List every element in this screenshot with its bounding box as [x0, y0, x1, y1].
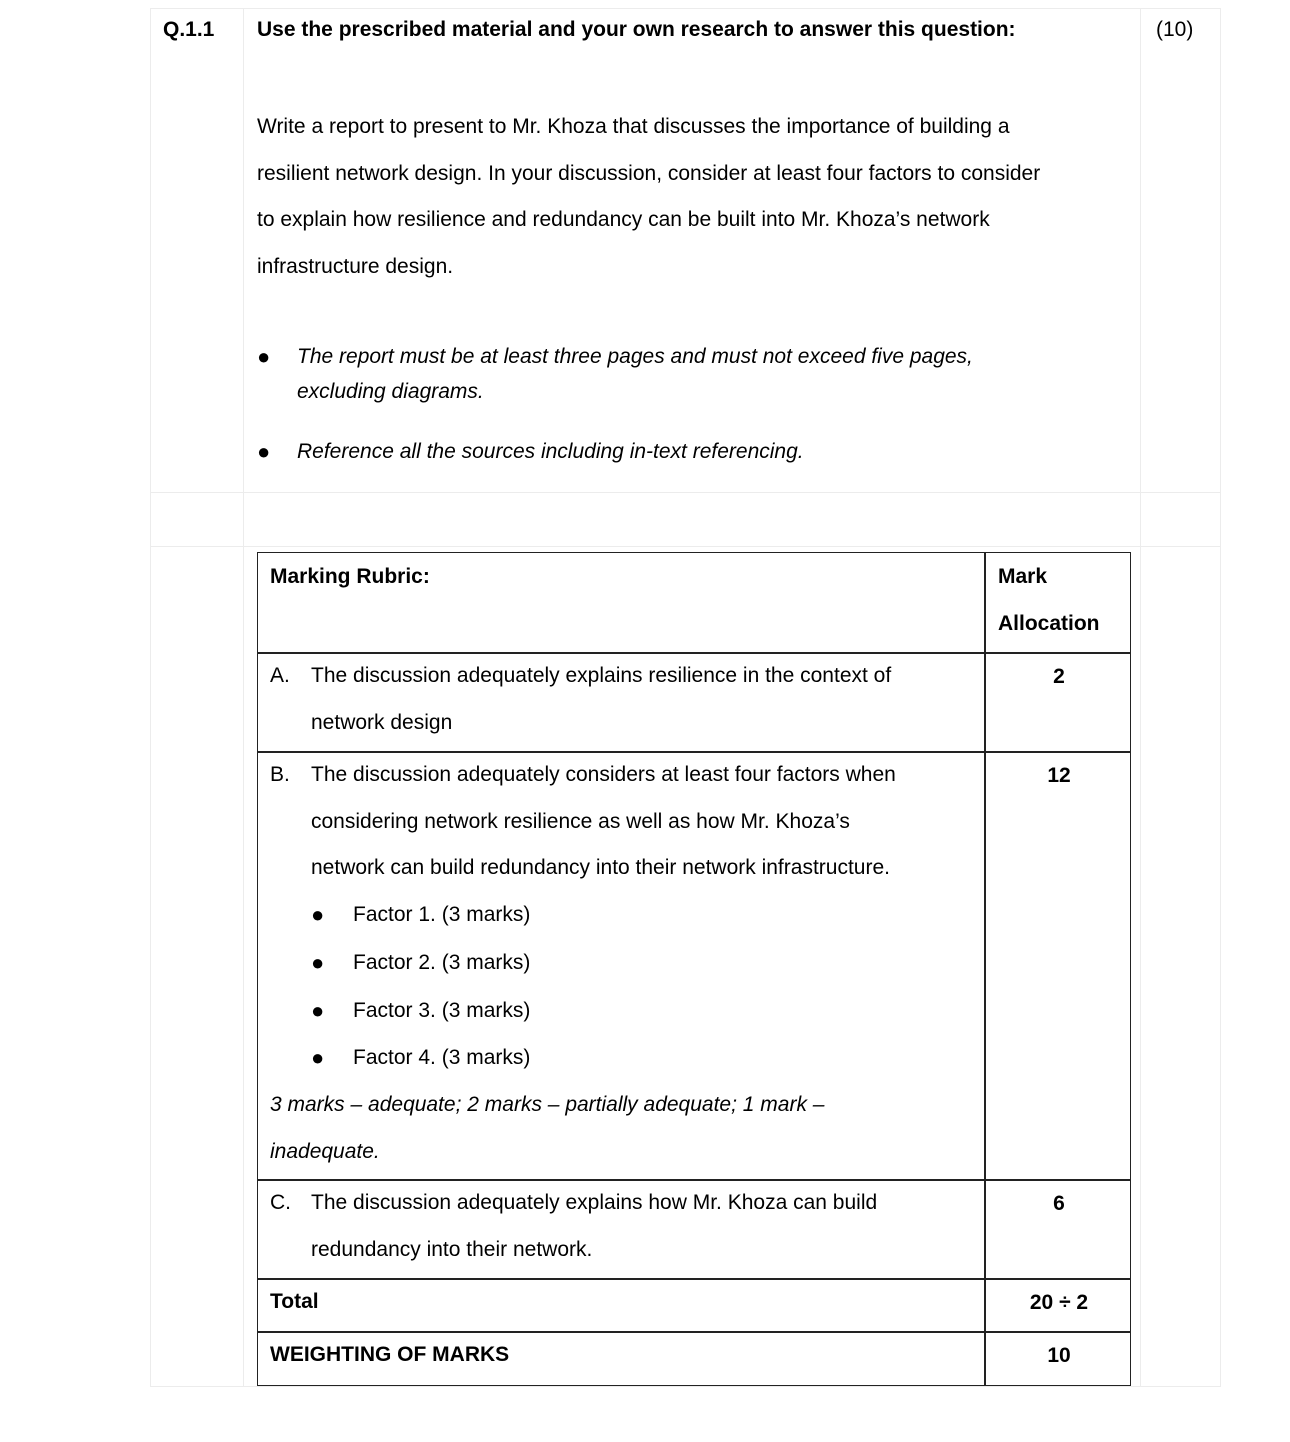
bullet-dot-icon: ●: [311, 1045, 325, 1070]
instruction-bullet: [257, 339, 1077, 409]
question-title: Use the prescribed material and your own research to answer this question:: [257, 18, 1016, 41]
rubric-row-c-text: The discussion adequately explains how Mr. Khoza can build redundancy into their network.: [311, 1191, 878, 1261]
rubric-total-value: 20 ÷ 2: [1029, 1291, 1089, 1314]
bullet-dot-icon: ●: [311, 998, 325, 1023]
row-divider: [258, 1278, 1130, 1280]
question-marks: (10): [1156, 18, 1194, 41]
rubric-row-b-mark: 12: [1047, 764, 1071, 787]
grid-line: [243, 8, 244, 1387]
grid-line: [150, 8, 1221, 9]
rubric-weighting-label: WEIGHTING OF MARKS: [270, 1343, 510, 1366]
rubric-header-mark: Mark Allocation: [998, 565, 1100, 635]
bullet-dot-icon: ●: [257, 439, 271, 464]
rubric-total-label: Total: [270, 1290, 319, 1313]
grid-line: [1220, 8, 1221, 1387]
paragraph-line: resilient network design. In your discussion, consider at least four factors to consider: [257, 161, 1041, 185]
rubric-row-a-text: The discussion adequately explains resilience in the context of network design: [311, 664, 892, 734]
instruction-text: Reference all the sources including in-text referencing.: [297, 440, 804, 463]
bullet-dot-icon: ●: [311, 902, 325, 927]
grid-line: [150, 8, 151, 1387]
rubric-row-c-mark: 6: [1053, 1192, 1065, 1215]
marking-rubric-table: Marking Rubric: Mark Allocation A. The discussion adequately explains resilience in the context of network design 2 B. The discussion adequately considers at least four factors when considering network resilience as well as how Mr. Khoza’s network can build redundancy into their network infrastructure. ● Factor 1. (3 marks) ● Factor 2. (3 marks) ● Factor 3. (3 marks) ● Factor 4. (3 marks) 3 marks – adequate; 2 marks – partially adequate; 1 mark – inadequate. 12 C. The discussion adequately explains how Mr. Khoza can build redundancy into their network. 6 Total 20 ÷ 2 WEIGHTING OF MARKS 10: [257, 552, 1131, 1386]
grid-line: [150, 546, 1221, 547]
instruction-bullet: [257, 434, 1077, 469]
rubric-row-b-text: The discussion adequately considers at least four factors when considering network resilience as well as how Mr. Khoza’s network can build redundancy into their network infrastructure.: [311, 763, 896, 879]
rubric-row-a-mark: 2: [1053, 665, 1065, 688]
rubric-weighting-value: 10: [1047, 1344, 1071, 1367]
grid-line: [150, 492, 1221, 493]
question-number: Q.1.1: [163, 18, 215, 41]
instruction-text: The report must be at least three pages and must not exceed five pages,: [297, 345, 973, 368]
paragraph-line: to explain how resilience and redundancy can be built into Mr. Khoza’s network: [257, 208, 990, 231]
instruction-text: excluding diagrams.: [297, 380, 484, 403]
paragraph-line: infrastructure design.: [257, 254, 454, 278]
rubric-row-a-letter: A.: [270, 664, 290, 687]
paragraph-line: Write a report to present to Mr. Khoza that discusses the importance of building a: [257, 115, 1010, 138]
grid-line: [150, 1386, 1221, 1387]
rubric-row-b-letter: B.: [270, 763, 290, 786]
rubric-row-c-letter: C.: [270, 1191, 291, 1214]
grid-line: [1140, 8, 1141, 1387]
bullet-dot-icon: ●: [311, 950, 325, 975]
question-paragraph: [257, 104, 1137, 290]
bullet-dot-icon: ●: [257, 344, 271, 369]
rubric-scoring-note: 3 marks – adequate; 2 marks – partially adequate; 1 mark – inadequate.: [270, 1093, 825, 1163]
rubric-header-title: Marking Rubric:: [270, 565, 430, 588]
